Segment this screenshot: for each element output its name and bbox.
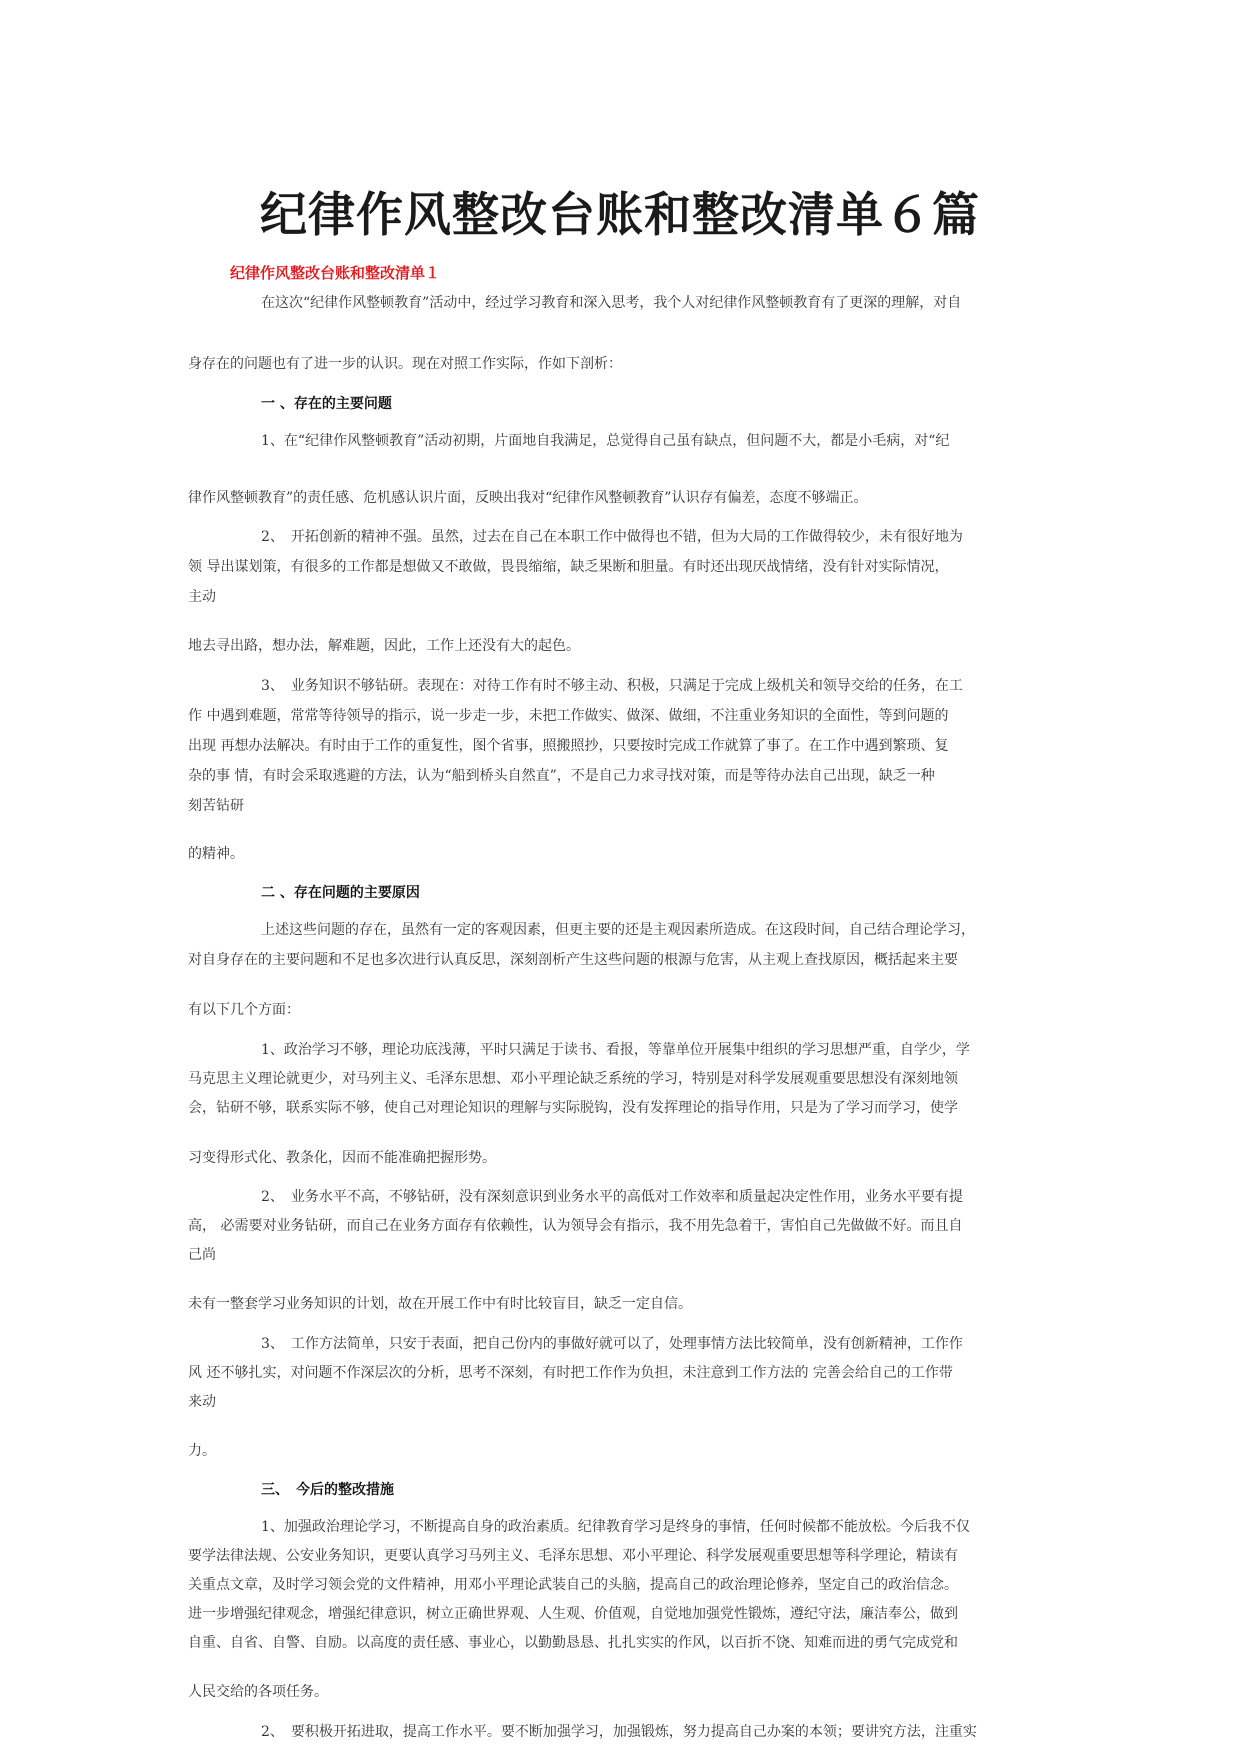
paragraph-line: 上述这些问题的存在，虽然有一定的客观因素，但更主要的还是主观因素所造成。在这段时间，自己结合理论学习， [261, 922, 975, 938]
paragraph-line: 2、 开拓创新的精神不强。虽然，过去在自己在本职工作中做得也不错，但为大局的工作做得较少，未有很好地为 [261, 529, 963, 545]
section-heading: 三、 今后的整改措施 [261, 1482, 394, 1498]
paragraph-line: 领 导出谋划策，有很多的工作都是想做又不敢做，畏畏缩缩，缺乏果断和胆量。有时还出现厌战情绪，没有针对实际情况， [188, 559, 949, 575]
paragraph-line: 自重、自省、自警、自励。以高度的责任感、事业心，以勤勤恳恳、扎扎实实的作风，以百折不饶、知难而进的勇气完成党和 [188, 1635, 958, 1651]
paragraph-line: 对自身存在的主要问题和不足也多次进行认真反思，深刻剖析产生这些问题的根源与危害，从主观上查找原因，概括起来主要 [188, 952, 958, 968]
paragraph-line: 3、 业务知识不够钻研。表现在：对待工作有时不够主动、积极，只满足于完成上级机关和领导交给的任务，在工 [261, 678, 963, 694]
section-heading: 一 、存在的主要问题 [261, 396, 392, 412]
paragraph-line: 地去寻出路，想办法，解难题，因此，工作上还没有大的起色。 [188, 638, 580, 654]
paragraph-line: 高， 必需要对业务钻研，而自己在业务方面存有依赖性，认为领导会有指示，我不用先急着干，害怕自己先做做不好。而且自 [188, 1218, 963, 1234]
paragraph-line: 1、在“纪律作风整顿教育”活动初期，片面地自我满足，总觉得自己虽有缺点，但问题不大，都是小毛病，对“纪 [261, 433, 950, 449]
paragraph-line: 刻苦钻研 [188, 798, 244, 814]
paragraph-line: 在这次“纪律作风整顿教育”活动中，经过学习教育和深入思考，我个人对纪律作风整顿教育有了更深的理解，对自 [261, 295, 962, 311]
paragraph-line: 要学法律法规、公安业务知识，更要认真学习马列主义、毛泽东思想、邓小平理论、科学发展观重要思想等科学理论，精读有 [188, 1548, 958, 1564]
section-heading: 二 、存在问题的主要原因 [261, 885, 420, 901]
paragraph-line: 力。 [188, 1443, 216, 1459]
paragraph-line: 作 中遇到难题，常常等待领导的指示，说一步走一步，未把工作做实、做深、做细，不注重业务知识的全面性，等到问题的 [188, 708, 949, 724]
paragraph-line: 的精神。 [188, 846, 244, 862]
paragraph-line: 己尚 [188, 1247, 216, 1263]
paragraph-line: 有以下几个方面： [188, 1002, 300, 1018]
paragraph-line: 习变得形式化、教条化，因而不能准确把握形势。 [188, 1150, 496, 1166]
paragraph-line: 会，钻研不够，联系实际不够，使自己对理论知识的理解与实际脱钩，没有发挥理论的指导作用，只是为了学习而学习，使学 [188, 1100, 958, 1116]
paragraph-line: 风 还不够扎实，对问题不作深层次的分析，思考不深刻，有时把工作作为负担，未注意到工作方法的 完善会给自己的工作带 [188, 1365, 953, 1381]
paragraph-line: 人民交给的各项任务。 [188, 1684, 328, 1700]
paragraph-line: 出现 再想办法解决。有时由于工作的重复性，图个省事，照搬照抄，只要按时完成工作就算了事了。在工作中遇到繁琐、复 [188, 738, 949, 754]
paragraph-line: 杂的事 情，有时会采取逃避的方法，认为“船到桥头自然直”，不是自己力求寻找对策，而是等待办法自己出现，缺乏一种 [188, 768, 935, 784]
paragraph-line: 2、 业务水平不高，不够钻研，没有深刻意识到业务水平的高低对工作效率和质量起决定性作用，业务水平要有提 [261, 1189, 963, 1205]
paragraph-line: 来动 [188, 1394, 216, 1410]
paragraph-line: 未有一整套学习业务知识的计划，故在开展工作中有时比较盲目，缺乏一定自信。 [188, 1296, 692, 1312]
paragraph-line: 关重点文章，及时学习领会党的文件精神，用邓小平理论武装自己的头脑，提高自己的政治理论修养，坚定自己的政治信念。 [188, 1577, 958, 1593]
paragraph-line: 3、 工作方法简单，只安于表面，把自己份内的事做好就可以了，处理事情方法比较简单，没有创新精神，工作作 [261, 1336, 963, 1352]
page-title: 纪律作风整改台账和整改清单６篇 [260, 188, 980, 243]
paragraph-line: 律作风整顿教育”的责任感、危机感认识片面，反映出我对“纪律作风整顿教育”认识存有偏差，态度不够端正。 [188, 490, 868, 506]
paragraph-line: 主动 [188, 589, 216, 605]
paragraph-line: 身存在的问题也有了进一步的认识。现在对照工作实际，作如下剖析： [188, 356, 622, 372]
section-subtitle: 纪律作风整改台账和整改清单１ [230, 264, 441, 282]
paragraph-line: 进一步增强纪律观念，增强纪律意识，树立正确世界观、人生观、价值观，自觉地加强党性锻炼，遵纪守法，廉洁奉公，做到 [188, 1606, 958, 1622]
paragraph-line: 2、 要积极开拓进取，提高工作水平。要不断加强学习，加强锻炼，努力提高自己办案的本领；要讲究方法，注重实 [261, 1724, 977, 1740]
paragraph-line: 1、政治学习不够，理论功底浅薄，平时只满足于读书、看报，等靠单位开展集中组织的学习思想严重，自学少，学 [261, 1042, 970, 1058]
paragraph-line: 马克思主义理论就更少，对马列主义、毛泽东思想、邓小平理论缺乏系统的学习，特别是对科学发展观重要思想没有深刻地领 [188, 1071, 958, 1087]
paragraph-line: 1、加强政治理论学习，不断提高自身的政治素质。纪律教育学习是终身的事情，任何时候都不能放松。今后我不仅 [261, 1519, 970, 1535]
